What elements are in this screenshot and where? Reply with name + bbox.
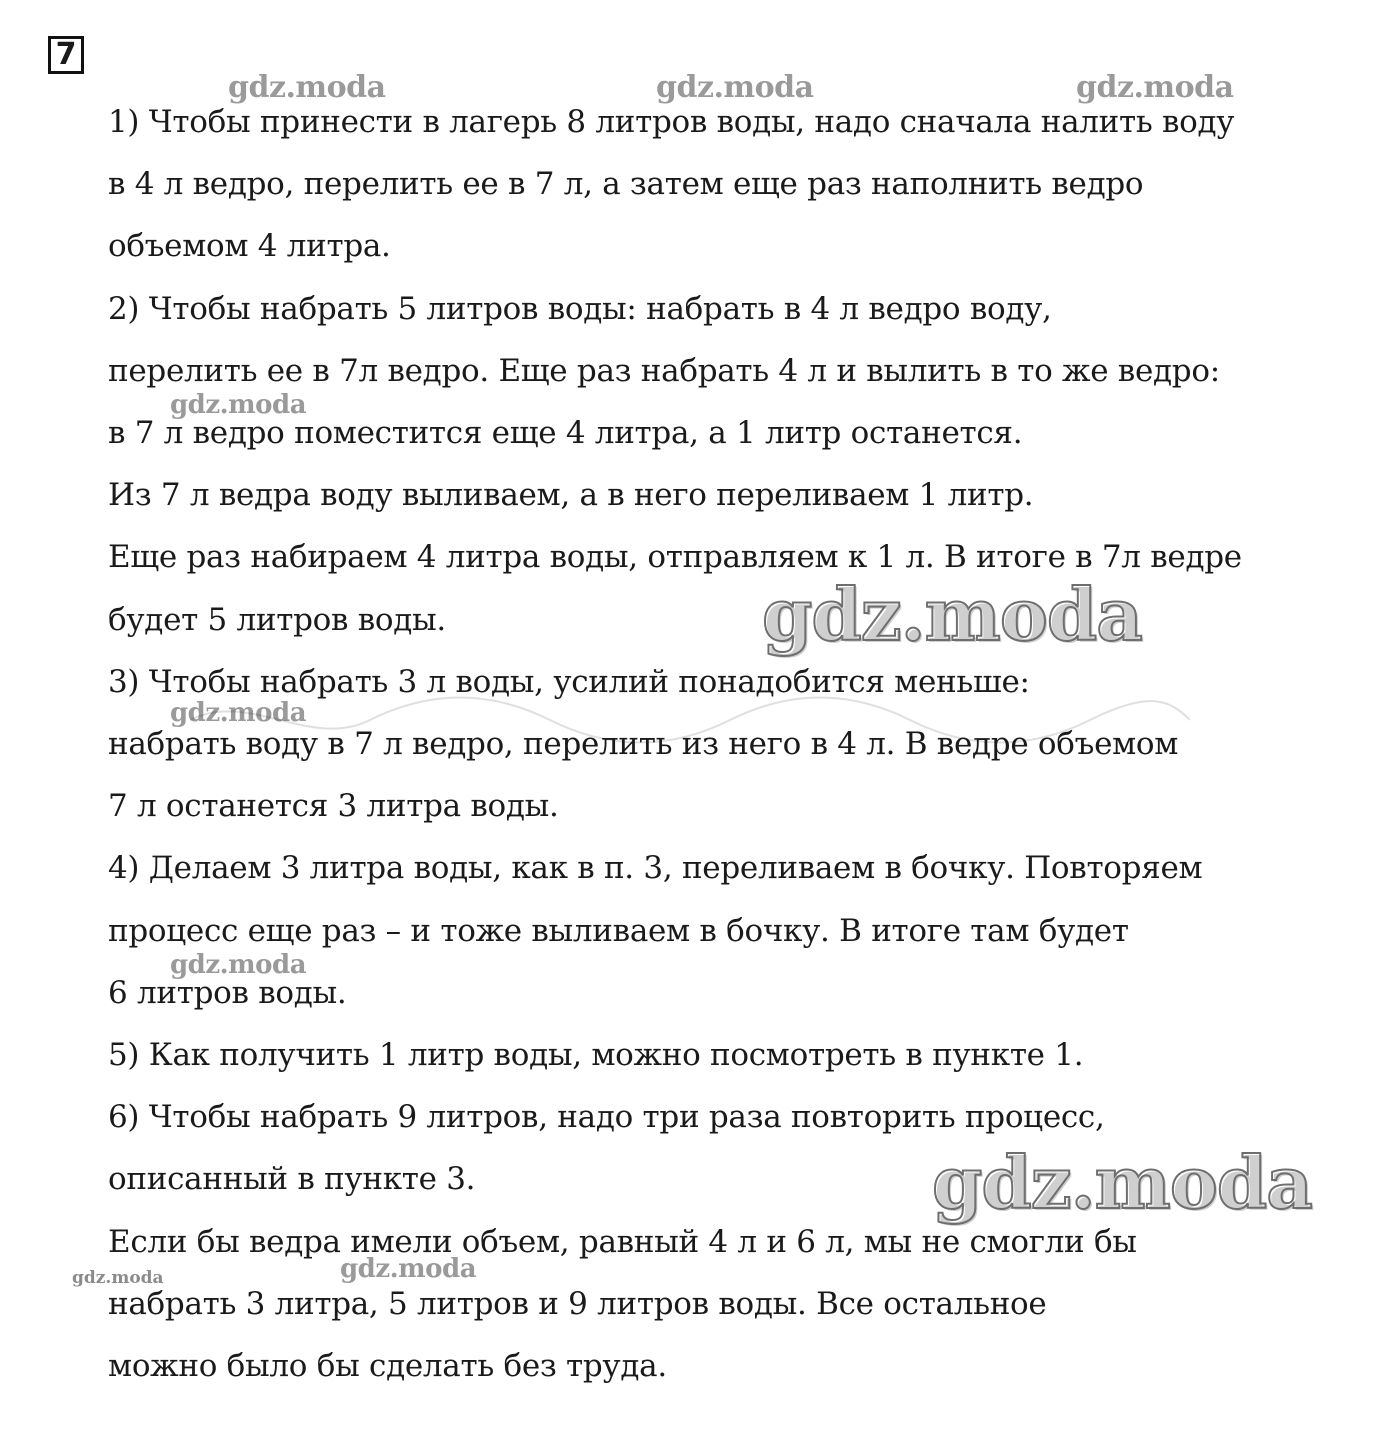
watermark: gdz.moda — [170, 390, 307, 420]
text-line: объемом 4 литра. — [108, 228, 391, 264]
text-line: перелить ее в 7л ведро. Еще раз набрать 4 л и вылить в то же ведро: — [108, 353, 1220, 389]
text-line: в 7 л ведро поместится еще 4 литра, а 1 литр останется. — [108, 415, 1023, 451]
text-line: можно было бы сделать без труда. — [108, 1348, 667, 1384]
text-line: 7 л останется 3 литра воды. — [108, 788, 559, 824]
text-line: 3) Чтобы набрать 3 л воды, усилий понадобится меньше: — [108, 664, 1030, 700]
text-line: Из 7 л ведра воду выливаем, а в него переливаем 1 литр. — [108, 477, 1034, 513]
text-line: Еще раз набираем 4 литра воды, отправляем к 1 л. В итоге в 7л ведре — [108, 539, 1242, 575]
watermark: gdz.moda — [1076, 70, 1234, 105]
watermark: gdz.moda — [656, 70, 814, 105]
text-line: в 4 л ведро, перелить ее в 7 л, а затем еще раз наполнить ведро — [108, 166, 1144, 202]
watermark-large: gdz.moda — [762, 572, 1142, 657]
text-line: процесс еще раз – и тоже выливаем в бочку. В итоге там будет — [108, 913, 1129, 949]
watermark: gdz.moda — [170, 950, 307, 980]
text-line: 2) Чтобы набрать 5 литров воды: набрать в 4 л ведро воду, — [108, 291, 1052, 327]
watermark-large: gdz.moda — [932, 1140, 1312, 1225]
text-line: Если бы ведра имели объем, равный 4 л и 6 л, мы не смогли бы — [108, 1224, 1137, 1260]
text-line: 5) Как получить 1 литр воды, можно посмотреть в пункте 1. — [108, 1037, 1084, 1073]
text-line: набрать 3 литра, 5 литров и 9 литров воды. Все остальное — [108, 1286, 1047, 1322]
text-line: будет 5 литров воды. — [108, 602, 446, 638]
text-line: 6) Чтобы набрать 9 литров, надо три раза повторить процесс, — [108, 1099, 1105, 1135]
text-line: описанный в пункте 3. — [108, 1161, 476, 1197]
watermark: gdz.moda — [72, 1268, 164, 1288]
text-line: 6 литров воды. — [108, 975, 347, 1011]
watermark: gdz.moda — [340, 1254, 477, 1284]
task-number-badge: 7 — [48, 36, 84, 74]
text-line: 1) Чтобы принести в лагерь 8 литров воды, надо сначала налить воду — [108, 104, 1235, 140]
text-line: набрать воду в 7 л ведро, перелить из него в 4 л. В ведре объемом — [108, 726, 1179, 762]
watermark: gdz.moda — [170, 698, 307, 728]
watermark: gdz.moda — [228, 70, 386, 105]
text-line: 4) Делаем 3 литра воды, как в п. 3, переливаем в бочку. Повторяем — [108, 850, 1203, 886]
